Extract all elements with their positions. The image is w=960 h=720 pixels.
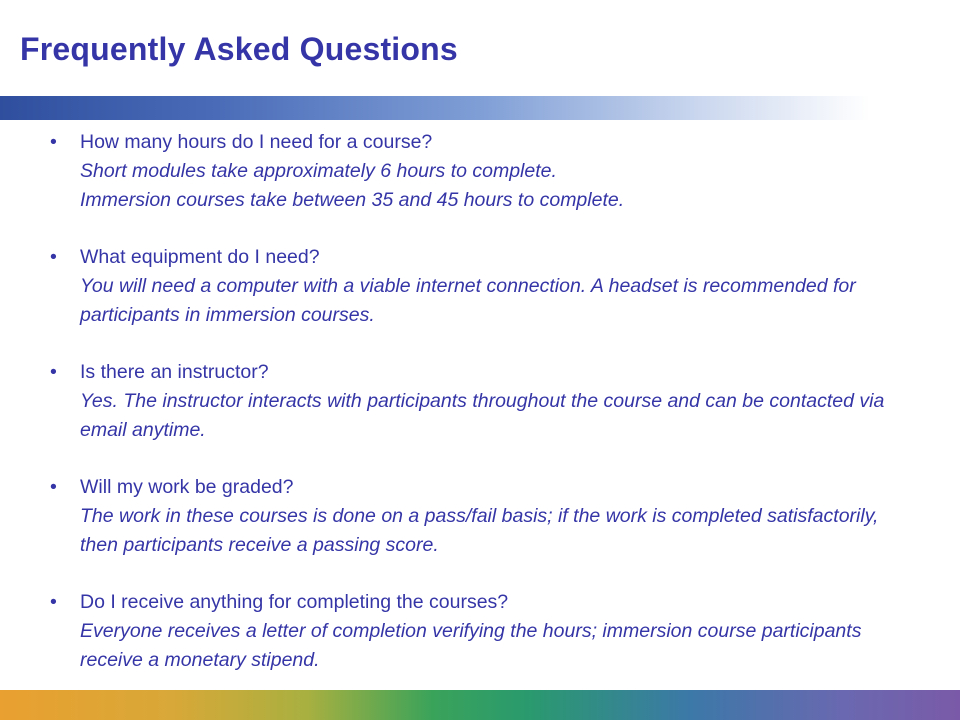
faq-item-instructor bbox=[0, 358, 960, 445]
bullet-icon: • bbox=[50, 476, 57, 498]
bullet-icon: • bbox=[50, 131, 57, 153]
faq-question: Do I receive anything for completing the courses? bbox=[80, 591, 509, 613]
faq-question: Is there an instructor? bbox=[80, 361, 269, 383]
faq-answer: Short modules take approximately 6 hours to complete. Immersion courses take between 35 and 45 hours to complete. bbox=[80, 160, 625, 211]
faq-item-grading bbox=[0, 473, 960, 560]
title-underline-bar bbox=[0, 96, 870, 120]
faq-item-hours bbox=[0, 128, 960, 215]
footer-gradient-bar bbox=[0, 690, 960, 720]
page-title: Frequently Asked Questions bbox=[20, 31, 458, 67]
faq-item-equipment bbox=[0, 243, 960, 330]
faq-question: What equipment do I need? bbox=[80, 246, 320, 268]
bullet-icon: • bbox=[50, 361, 57, 383]
faq-question: Will my work be graded? bbox=[80, 476, 294, 498]
faq-question: How many hours do I need for a course? bbox=[80, 131, 433, 153]
faq-list bbox=[0, 128, 960, 703]
faq-answer: Yes. The instructor interacts with participants throughout the course and can be contacted via email anytime. bbox=[80, 390, 885, 441]
faq-answer: Everyone receives a letter of completion verifying the hours; immersion course participants receive a monetary stipend. bbox=[80, 620, 862, 671]
bullet-icon: • bbox=[50, 246, 57, 268]
faq-answer: The work in these courses is done on a pass/fail basis; if the work is completed satisfactorily, then participants receive a passing score. bbox=[80, 505, 879, 556]
faq-answer: You will need a computer with a viable internet connection. A headset is recommended for participants in immersion courses. bbox=[80, 275, 856, 326]
faq-item-completion bbox=[0, 588, 960, 675]
bullet-icon: • bbox=[50, 591, 57, 613]
